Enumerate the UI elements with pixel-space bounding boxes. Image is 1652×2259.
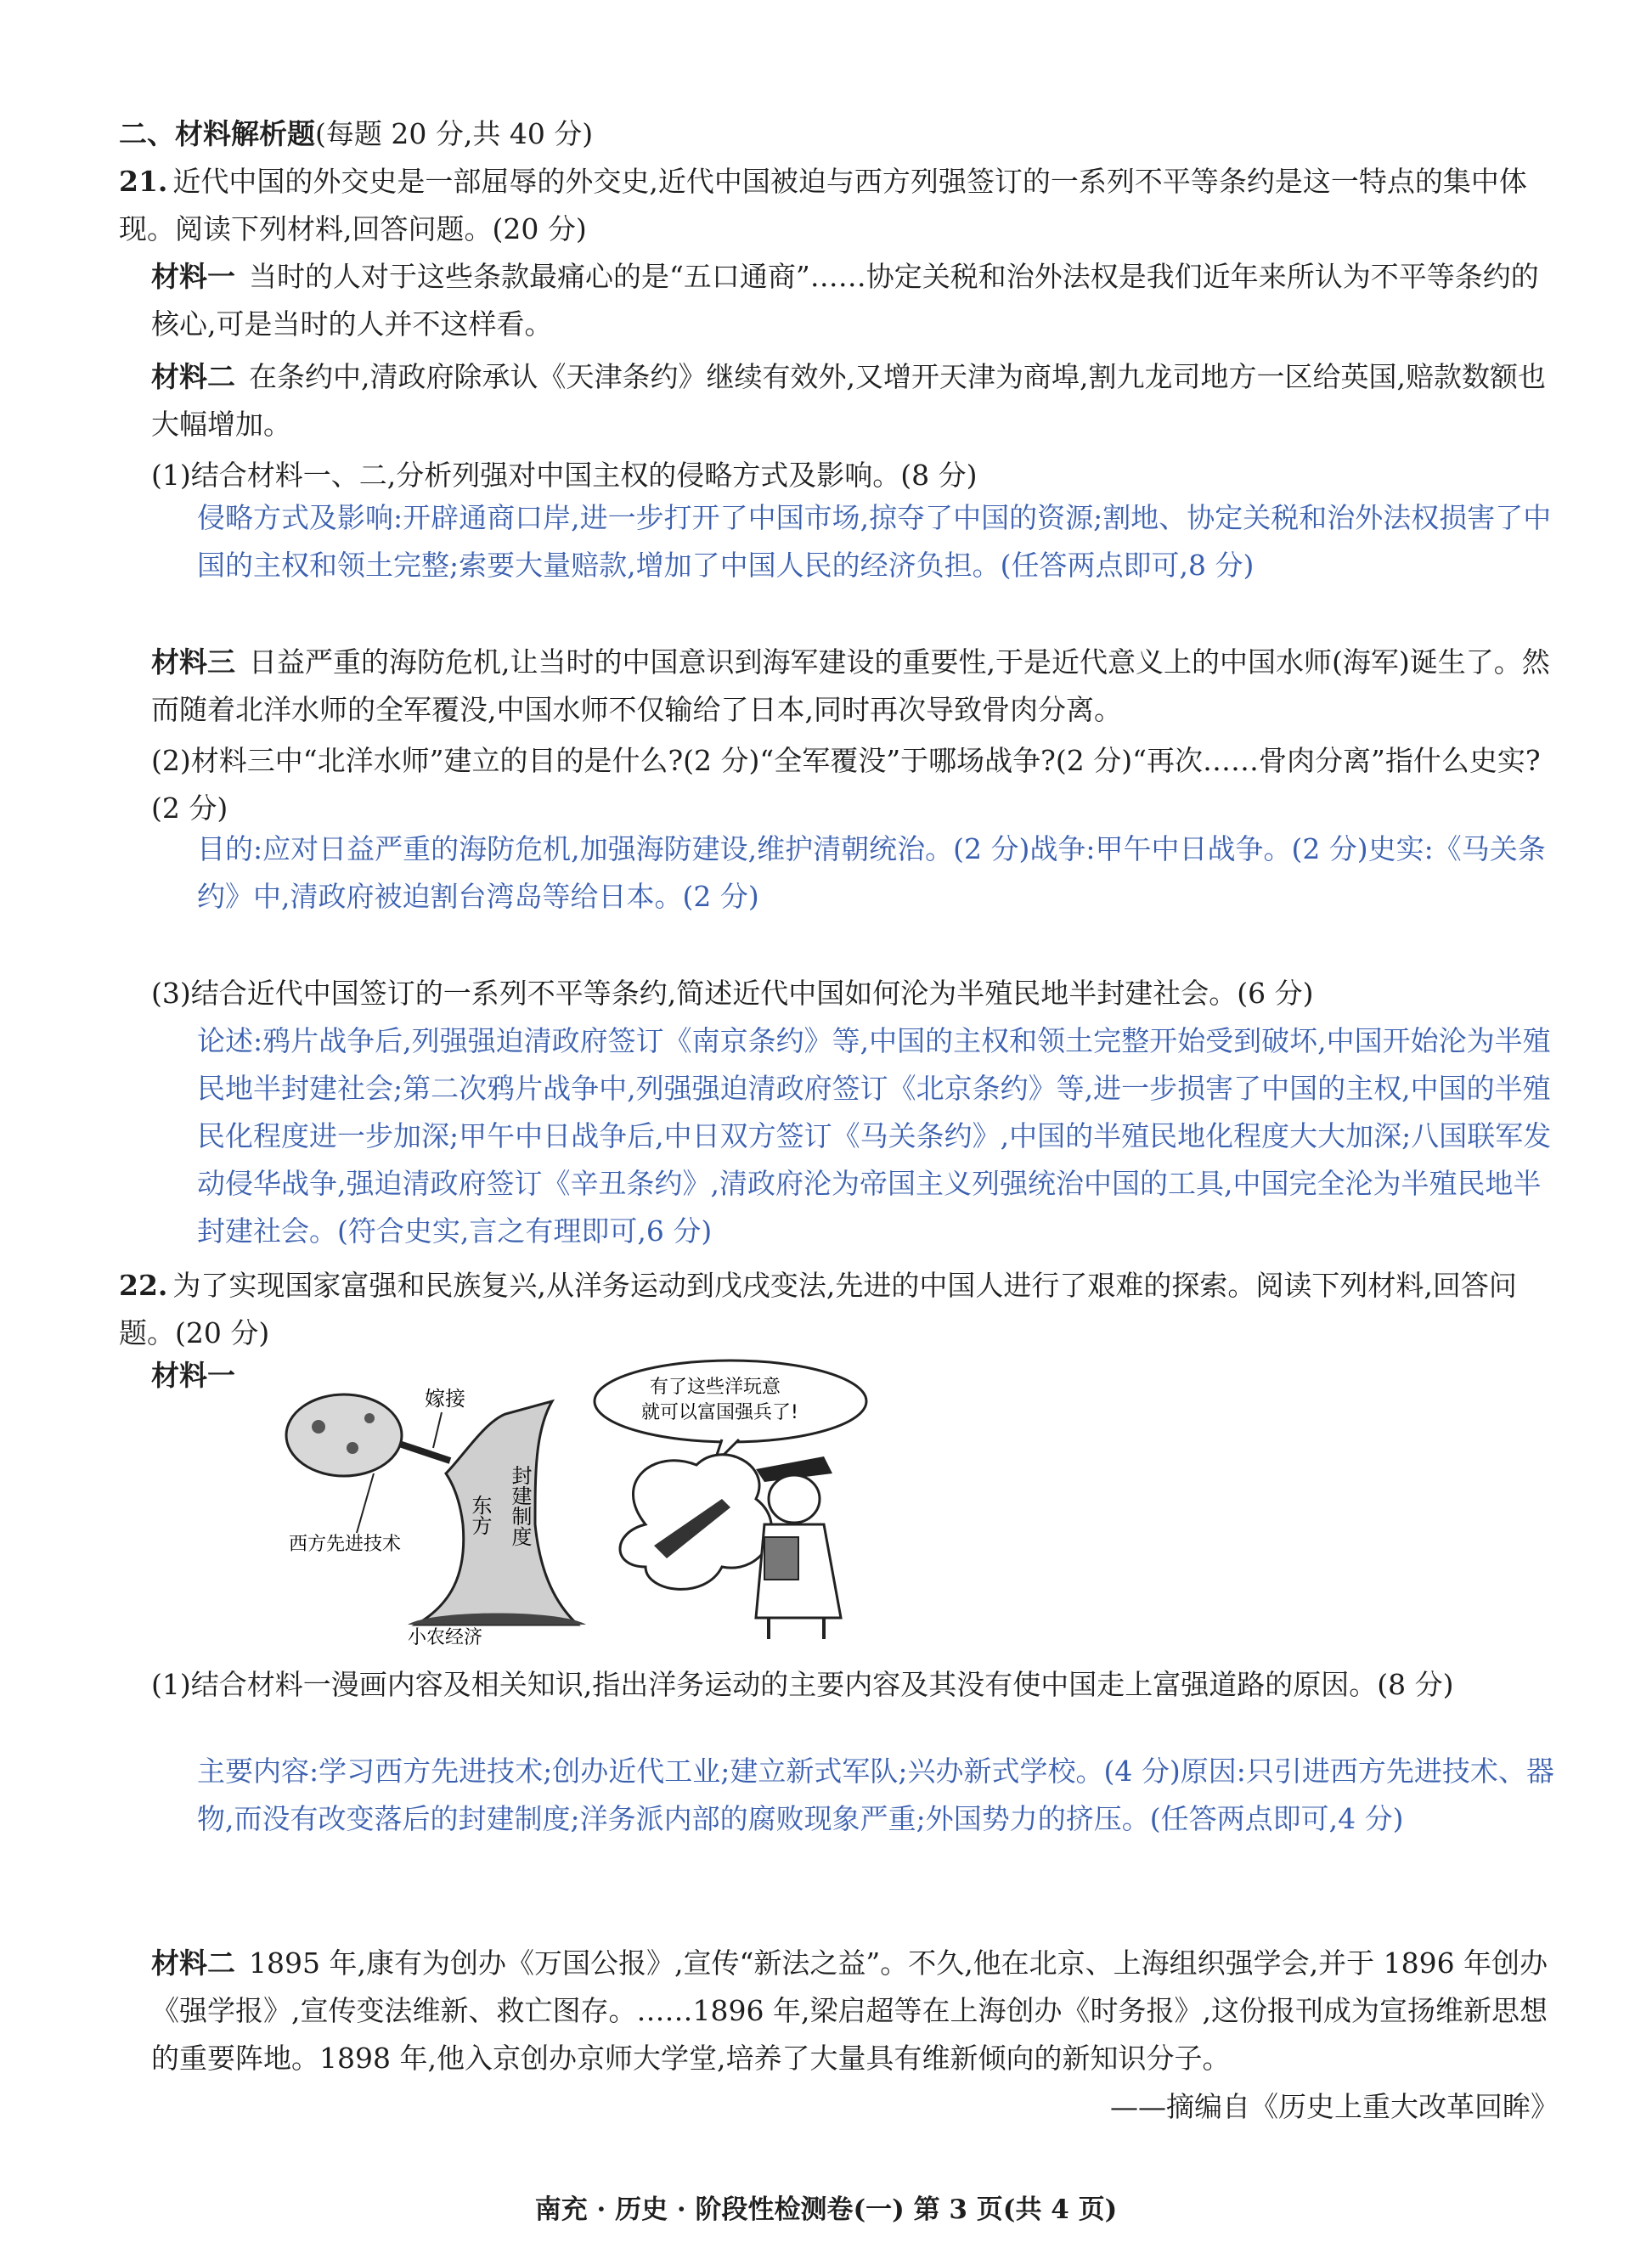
q21-part-3-question: (3)结合近代中国签订的一系列不平等条约,简述近代中国如何沦为半殖民地半封建社会。(6 分) — [151, 977, 1314, 1010]
q21-material-2 — [151, 353, 1563, 448]
q21-material-1 — [151, 253, 1563, 348]
label-feudal: 封建制度 — [508, 1465, 532, 1546]
material-label: 材料二 — [151, 1946, 235, 1980]
q21-part-1-question: (1)结合材料一、二,分析列强对中国主权的侵略方式及影响。(8 分) — [151, 459, 978, 492]
q22-intro-text: 为了实现国家富强和民族复兴,从洋务运动到戊戌变法,先进的中国人进行了艰难的探索。阅读下列材料,回答问题。(20 分) — [119, 1269, 1517, 1349]
graft-pointer — [433, 1412, 442, 1448]
q21-part-3-answer: 论述:鸦片战争后,列强强迫清政府签订《南京条约》等,中国的主权和领土完整开始受到破坏,中国开始沦为半殖民地半封建社会;第二次鸦片战争中,列强强迫清政府签订《北京条约》等,进一步损害了中国的主权,中国的半殖民化程度进一步加深;甲午中日战争后,中日双方签订《马关条约》,中国的半殖民地化程度大大加深;八国联军发动侵华战争,强迫清政府签订《辛丑条约》,清政府沦为帝国主义列强统治中国的工具,中国完全沦为半殖民地半封建社会。(符合史实,言之有理即可,6 分) — [197, 1024, 1552, 1248]
q22-part-1-answer: 主要内容:学习西方先进技术;创办近代工业;建立新式军队;兴办新式学校。(4 分)原因:只引进西方先进技术、器物,而没有改变落后的封建制度;洋务派内部的腐败现象严重;外国势力的挤压。(任答两点即可,4 分) — [197, 1755, 1554, 1835]
material-label: 材料二 — [151, 360, 235, 393]
q21-intro — [119, 158, 1563, 253]
section-heading — [119, 110, 1563, 158]
q22-number: 22. — [119, 1269, 168, 1302]
graft-branch — [399, 1444, 450, 1461]
tree-trunk — [416, 1401, 578, 1625]
q21-part-2-answer: 目的:应对日益严重的海防危机,加强海防建设,维护清朝统治。(2 分)战争:甲午中日战争。(2 分)史实:《马关条约》中,清政府被迫割台湾岛等给日本。(2 分) — [197, 832, 1546, 913]
q21-part-1-answer: 侵略方式及影响:开辟通商口岸,进一步打开了中国市场,掠夺了中国的资源;割地、协定关税和治外法权损害了中国的主权和领土完整;索要大量赔款,增加了中国人民的经济负担。(任答两点即可,8 分) — [197, 501, 1552, 582]
west-tech-pointer — [357, 1473, 374, 1533]
material-label: 材料一 — [151, 1359, 235, 1392]
bubble-line-2: 就可以富国强兵了! — [641, 1402, 798, 1423]
material-text: 日益严重的海防危机,让当时的中国意识到海军建设的重要性,于是近代意义上的中国水师(海军)诞生了。然而随着北洋水师的全军覆没,中国水师不仅输给了日本,同时再次导致骨肉分离。 — [151, 645, 1550, 726]
page-footer: 南充 · 历史 · 阶段性检测卷(一) 第 3 页(共 4 页) — [534, 2194, 1118, 2225]
q22-part-1-question: (1)结合材料一漫画内容及相关知识,指出洋务运动的主要内容及其没有使中国走上富强道路的原因。(8 分) — [151, 1668, 1454, 1701]
q21-part-2-question: (2)材料三中“北洋水师”建立的目的是什么?(2 分)“全军覆没”于哪场战争?(2 分)“再次……骨肉分离”指什么史实?(2 分) — [151, 744, 1541, 825]
q21-intro-text: 近代中国的外交史是一部屈辱的外交史,近代中国被迫与西方列强签订的一系列不平等条约是这一特点的集中体现。阅读下列材料,回答问题。(20 分) — [119, 165, 1527, 245]
citation: ——摘编自《历史上重大改革回眸》 — [1110, 2090, 1559, 2123]
official-figure — [756, 1456, 841, 1639]
bubble-line-1: 有了这些洋玩意 — [650, 1377, 781, 1398]
section-title: 二、材料解析题 — [119, 117, 315, 150]
material-text: 当时的人对于这些条款最痛心的是“五口通商”……协定关税和治外法权是我们近年来所认为不平等条约的核心,可是当时的人并不这样看。 — [151, 260, 1539, 341]
q22-intro — [119, 1262, 1563, 1357]
material-text: 在条约中,清政府除承认《天津条约》继续有效外,又增开天津为商埠,割九龙司地方一区给英国,赔款数额也大幅增加。 — [151, 360, 1546, 441]
tree-foliage — [286, 1394, 402, 1476]
q21-number: 21. — [119, 165, 168, 198]
label-small-farm: 小农经济 — [408, 1627, 483, 1648]
cartoon-illustration — [280, 1355, 909, 1648]
q22-material-2 — [151, 1940, 1563, 2082]
label-graft: 嫁接 — [425, 1387, 465, 1411]
label-west-tech: 西方先进技术 — [289, 1534, 402, 1555]
material-label: 材料一 — [151, 260, 235, 293]
speech-bubble — [595, 1360, 866, 1442]
label-east: 东方 — [468, 1495, 492, 1535]
material-text: 1895 年,康有为创办《万国公报》,宣传“新法之益”。不久,他在北京、上海组织强学会,并于 1896 年创办《强学报》,宣传变法维新、救亡图存。……1896 年,梁启超等在上海创办《时务报》,这份报刊成为宣扬维新思想的重要阵地。1898 年,他入京创办京师大学堂,培养了大量具有维新倾向的新知识分子。 — [151, 1946, 1548, 2075]
q21-material-3 — [151, 639, 1563, 734]
material-label: 材料三 — [151, 645, 235, 679]
section-note: (每题 20 分,共 40 分) — [315, 117, 594, 150]
